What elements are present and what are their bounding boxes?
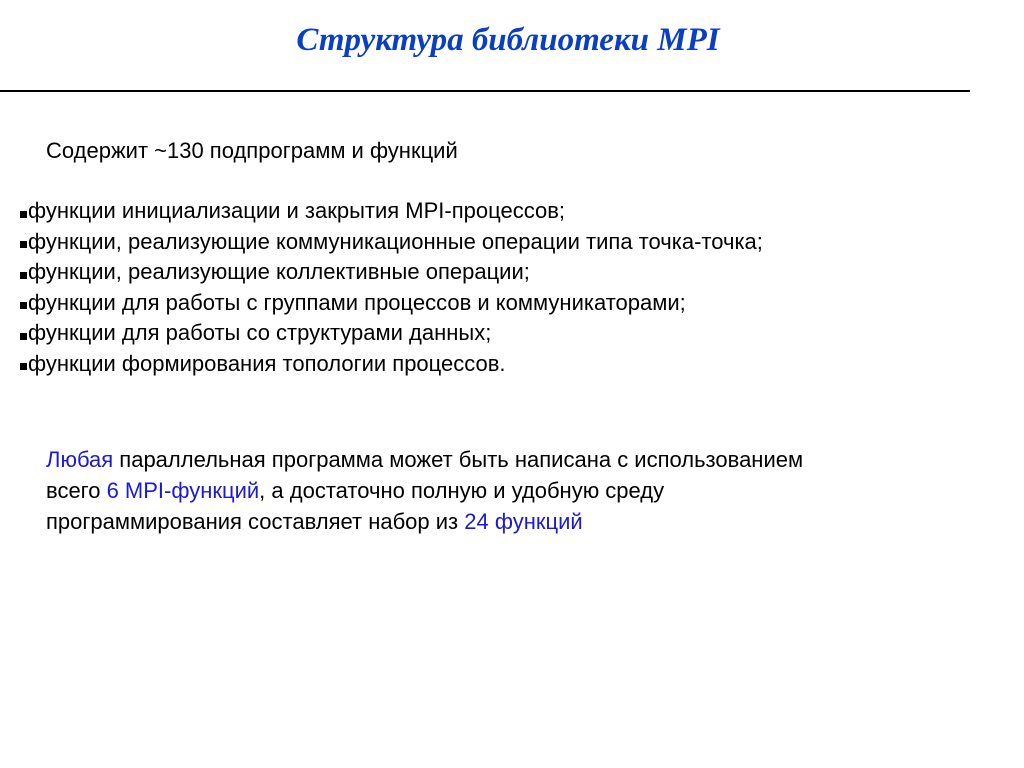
- title-divider: [0, 90, 970, 92]
- list-item: [20, 288, 763, 319]
- summary-accent-six-functions: 6 MPI-функций: [106, 478, 260, 503]
- bullet-square-icon: [20, 241, 27, 248]
- function-list: [20, 196, 763, 379]
- intro-text: Содержит ~130 подпрограмм и функций: [46, 138, 458, 163]
- summary-text: всего: [46, 478, 107, 503]
- bullet-square-icon: [20, 272, 27, 279]
- summary-text: параллельная программа может быть написана с использованием: [113, 447, 804, 472]
- list-item-text: функции для работы с группами процессов и коммуникаторами;: [28, 289, 686, 315]
- summary-accent-any: Любая: [46, 447, 114, 472]
- list-item: [20, 196, 763, 227]
- list-item-text: функции для работы со структурами данных;: [28, 320, 492, 345]
- list-item-text: функции, реализующие коллективные операции;: [28, 259, 530, 284]
- summary-line-1: [46, 444, 1006, 475]
- list-item: [20, 227, 763, 258]
- bullet-square-icon: [20, 333, 27, 340]
- summary-paragraph: [46, 444, 1006, 537]
- list-item-text: функции формирования топологии процессов.: [28, 350, 506, 376]
- summary-line-2: [46, 475, 1006, 506]
- list-item: [20, 349, 763, 380]
- summary-accent-24-functions: 24 функций: [464, 509, 583, 534]
- bullet-square-icon: [20, 302, 27, 309]
- summary-text: программирования составляет набор из: [46, 509, 465, 534]
- slide-title: Структура библиотеки MPI: [296, 22, 720, 58]
- list-item-text: функции, реализующие коммуникационные операции типа точка-точка;: [28, 228, 763, 254]
- list-item: [20, 318, 763, 349]
- bullet-square-icon: [20, 363, 27, 370]
- summary-text: , а достаточно полную и удобную среду: [259, 478, 665, 503]
- list-item-text: функции инициализации и закрытия MPI-процессов;: [28, 198, 565, 223]
- bullet-square-icon: [20, 211, 27, 218]
- summary-line-3: [46, 506, 1006, 537]
- list-item: [20, 257, 763, 288]
